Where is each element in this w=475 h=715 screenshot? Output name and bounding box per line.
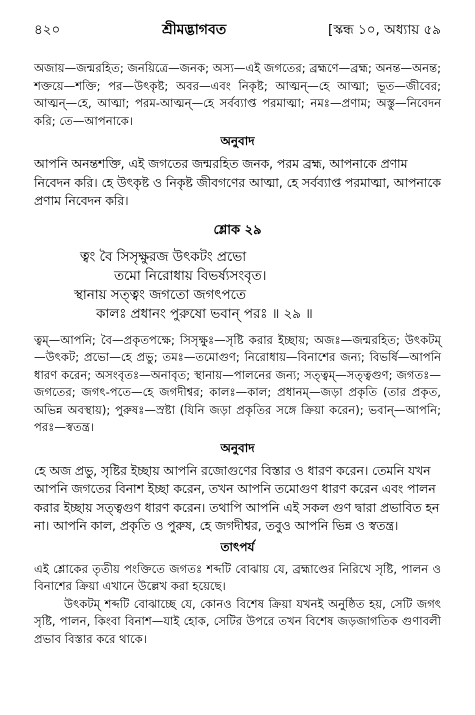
translation-bottom: হে অজ প্রভু, সৃষ্টির ইচ্ছায় আপনি রজোগুণের বিস্তার ও ধারণ করেন। তেমনি যখন আপনি জগতের বিনাশ ইচ্ছা করেন, তখন আপনি তমোগুণ ধারণ করেন এবং পালন করার ইচ্ছায় সত্ত্বগুণ ধারণ করেন। তথাপি আপনি এই সকল গুণ দ্বারা প্রভাবিত হন না। আপনি কাল, প্রকৃতি ও পুরুষ, হে জগদীশ্বর, তবুও আপনি ভিন্ন ও স্বতন্ত্র। [34, 463, 440, 533]
chapter-reference: [স্কন্ধ ১০, অধ্যায় ৫৯ [328, 22, 441, 38]
purport-paragraph-1: এই শ্লোকের তৃতীয় পংক্তিতে জগতঃ শব্দটি বোঝায় যে, ব্রহ্মাণ্ডের নিরিখে সৃষ্টি, পালন ও বিনাশের ক্রিয়া এখানে উল্লেখ করা হয়েছে। [34, 561, 441, 593]
translation-top: আপনি অনন্তশক্তি, এই জগতের জন্মরহিত জনক, পরম ব্রহ্ম, আপনাকে প্রণাম নিবেদন করি। হে উৎকৃষ্ট ও নিকৃষ্ট জীবগণের আত্মা, হে সর্বব্যাপ্ত পরমাত্মা, আপনাকে প্রণাম নিবেদন করি। [34, 157, 441, 208]
purport-paragraph-2: উৎকটম্ শব্দটি বোঝাচ্ছে যে, কোনও বিশেষ ক্রিয়া যখনই অনুষ্ঠিত হয়, সেটি জগৎ সৃষ্টি, পালন, কিংবা বিনাশ—যাই হোক, সেটির উপরে তখন বিশেষ জড়জাগতিক গুণাবলী প্রভাব বিস্তার করে থাকে। [34, 596, 441, 646]
verse-line-4: কালঃ প্রধানং পুরুষো ভবান্ পরঃ ॥ ২৯ ॥ [96, 306, 313, 322]
translation-heading-top: অনুবাদ [220, 134, 255, 148]
verse-label: শ্লোক ২৯ [213, 222, 262, 238]
book-title: শ্রীমদ্ভাগবত [162, 22, 227, 38]
verse-line-3: স্থানায় সত্ত্বং জগতো জগৎপতে [74, 287, 246, 303]
verse-text [34, 248, 441, 324]
page-number: ৪২০ [34, 22, 61, 38]
spacer [34, 324, 441, 332]
word-meanings-top: অজায়—জন্মরহিত; জনয়িত্রে—জনক; অস্য—এই জগতের; ব্রহ্মণে—ব্রহ্ম; অনন্ত—অনন্ত; শক্তয়ে—শক্তি; পর—উৎকৃষ্ট; অবর—এবং নিকৃষ্ট; আত্মন্—হে আত্মা; ভূত—জীবের; আত্মন্—হে, আত্মা; পরম-আত্মন্—হে সর্বব্যাপ্ত পরমাত্মা; নমঃ—প্রণাম; অস্তু—নিবেদন করি; তে—আপনাকে। [34, 61, 441, 128]
verse-line-2: তমো নিরোধায় বিভর্ষ্যসংবৃত। [114, 268, 267, 284]
purport-heading: তাৎপর্য [220, 539, 255, 554]
page-header [34, 18, 441, 42]
translation-heading-bottom: অনুবাদ [220, 440, 255, 455]
word-meanings-bottom: ত্বম্—আপনি; বৈ—প্রকৃতপক্ষে; সিসৃক্ষুঃ—সৃষ্টি করার ইচ্ছায়; অজঃ—জন্মরহিত; উৎকটম্—উৎকট; প্রভো—হে প্রভু; তমঃ—তমোগুণ; নিরোধায়—বিনাশের জন্য; বিভর্ষি—আপনি ধারণ করেন; অসংবৃতঃ—অনাবৃত; স্থানায়—পালনের জন্য; সত্ত্বম্—সত্ত্বগুণ; জগতঃ—জগতের; জগৎ-পতে—হে জগদীশ্বর; কালঃ—কাল; প্রধানম্—জড়া প্রকৃতি (তার প্রকৃত, অভিন্ন অবস্থায়); পুরুষঃ—স্রষ্টা (যিনি জড়া প্রকৃতির সঙ্গে ক্রিয়া করেন); ভবান্—আপনি; পরঃ—স্বতন্ত্র। [34, 332, 441, 434]
verse-line-1: ত্বং বৈ সিসৃক্ষুরজ উৎকটং প্রভো [80, 249, 247, 265]
